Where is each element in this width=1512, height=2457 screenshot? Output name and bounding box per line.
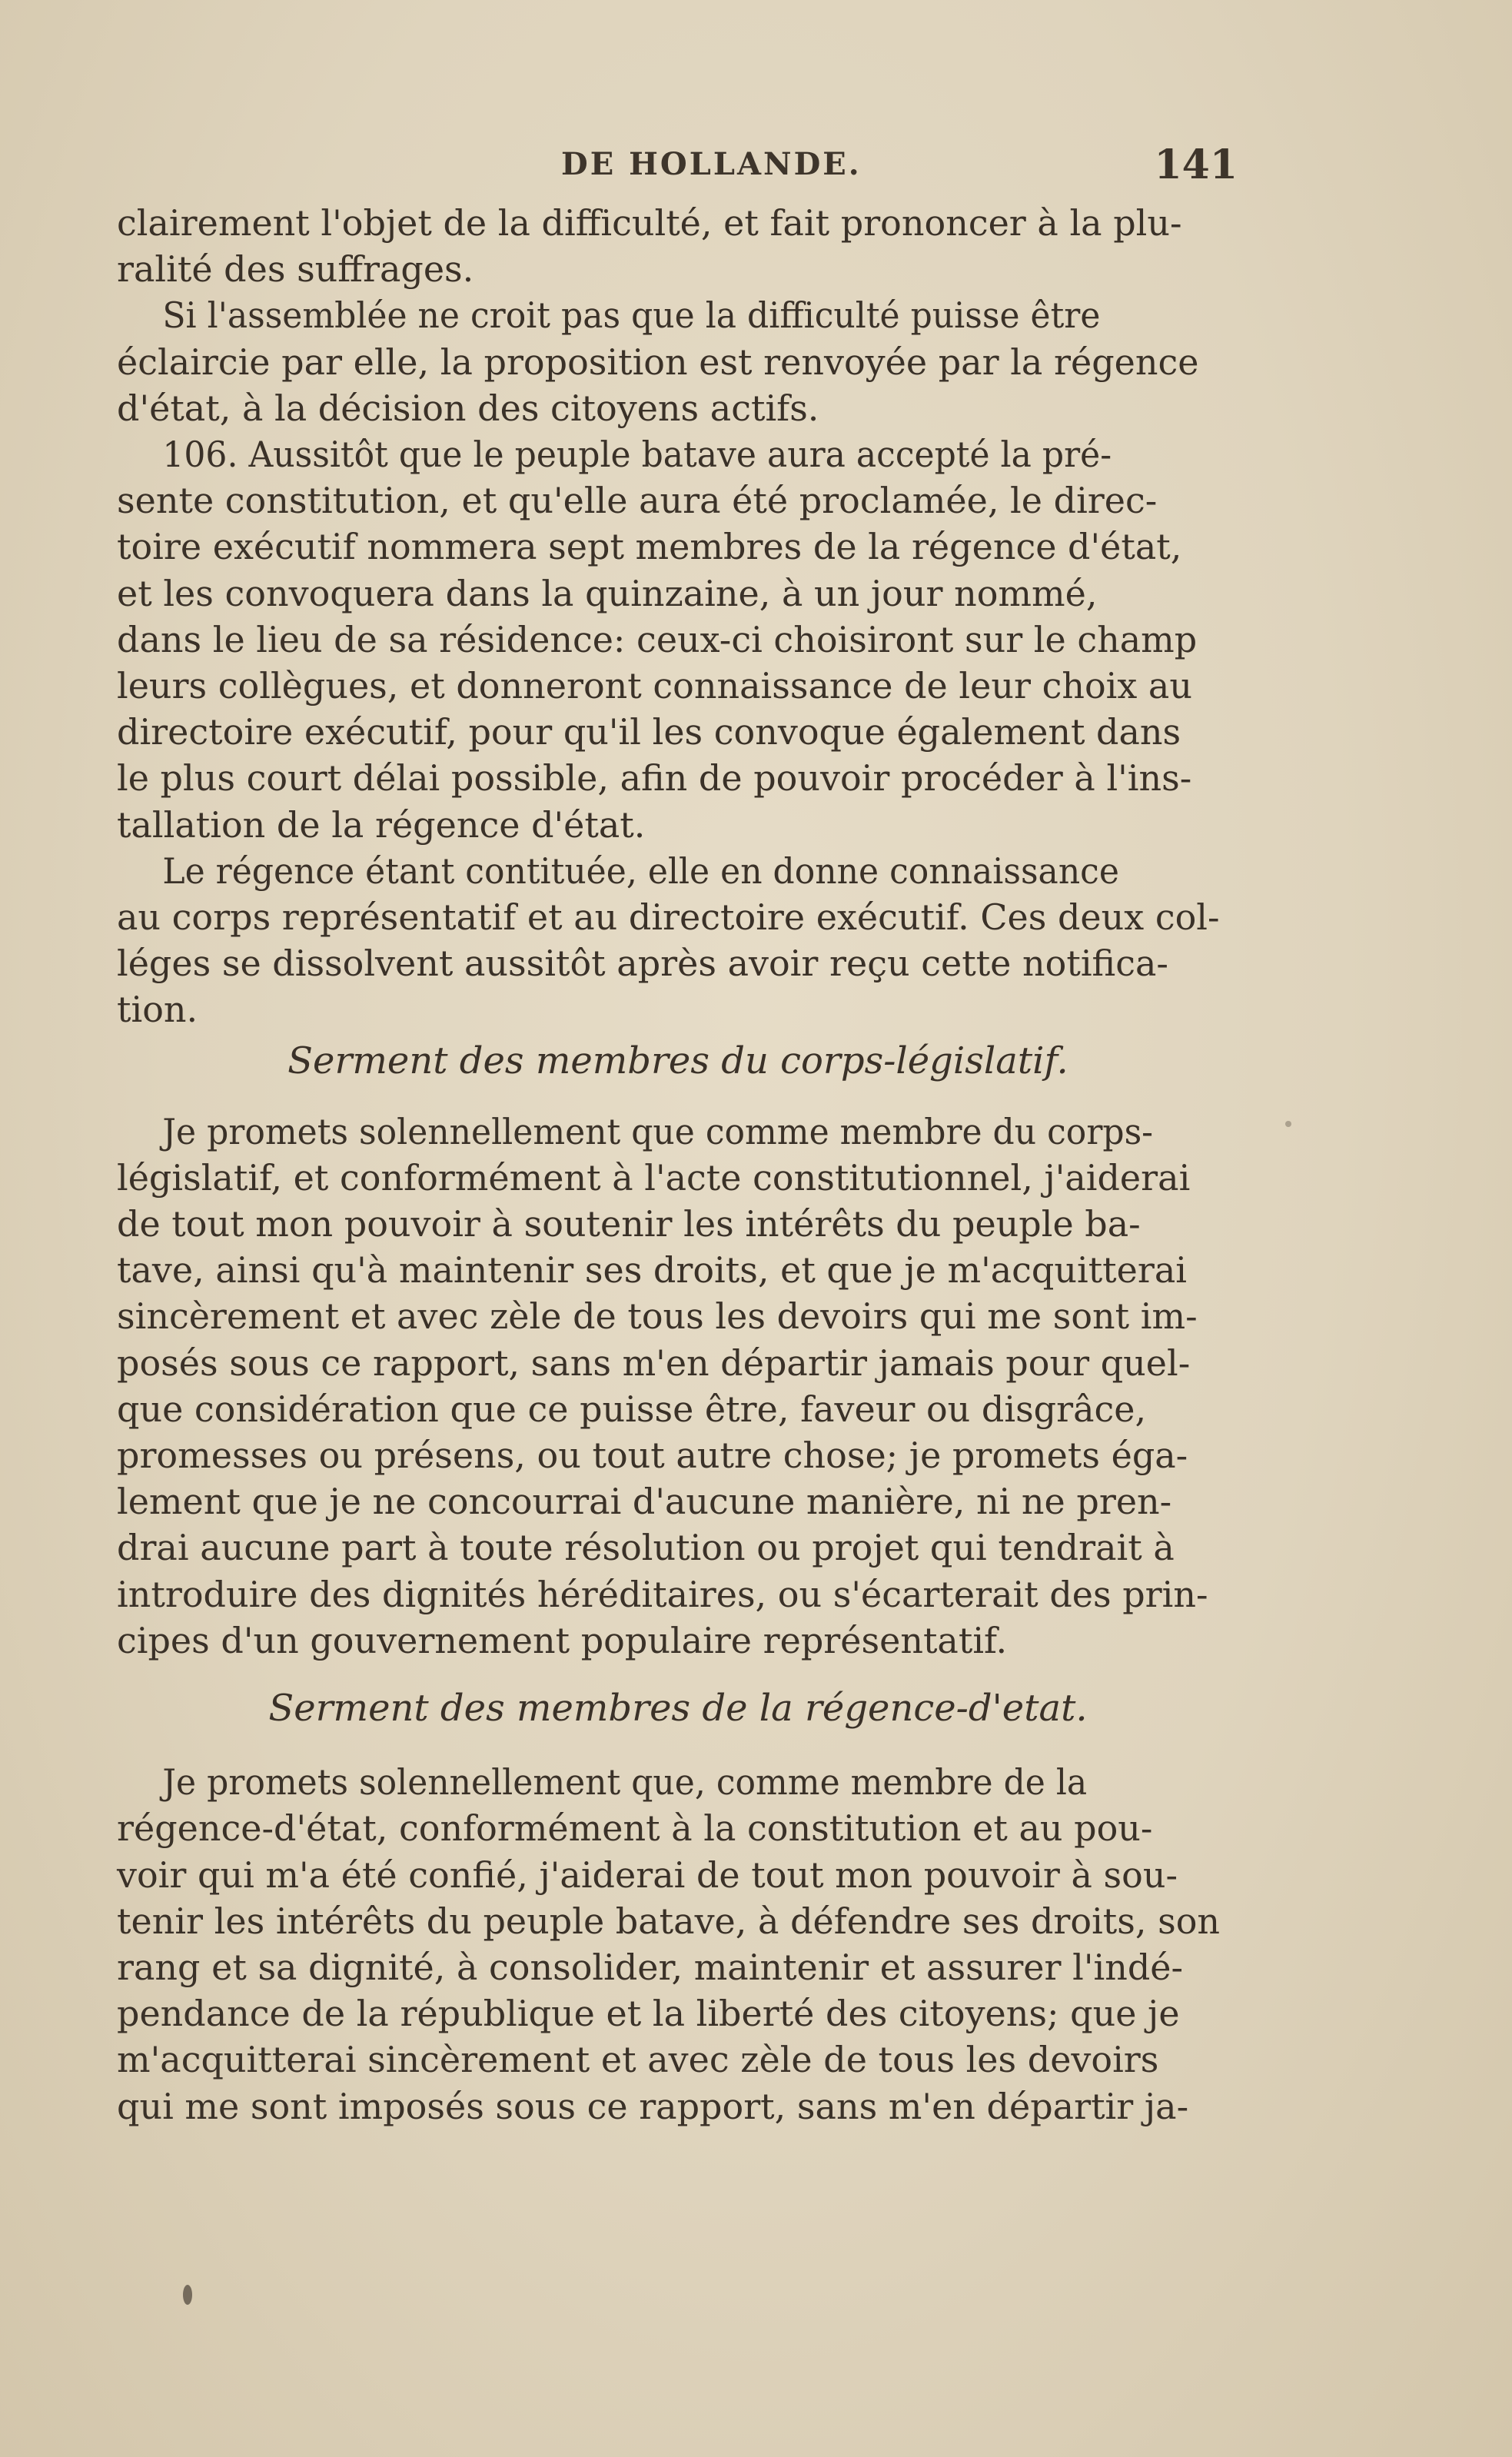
text-line: promesses ou présens, ou tout autre chose; je promets éga-: [117, 1435, 1188, 1477]
text-line: Je promets solennellement que comme membre du corps-: [162, 1110, 1154, 1152]
text-line: tave, ainsi qu'à maintenir ses droits, et que je m'acquitterai: [117, 1249, 1188, 1292]
text-line: qui me sont imposés sous ce rapport, sans m'en départir ja-: [117, 2085, 1189, 2127]
text-line: au corps représentatif et au directoire exécutif. Ces deux col-: [117, 896, 1220, 939]
text-line: tenir les intérêts du peuple batave, à défendre ses droits, son: [117, 1900, 1221, 1942]
text-line: toire exécutif nommera sept membres de la régence d'état,: [117, 526, 1182, 568]
text-line: tallation de la régence d'état.: [117, 803, 646, 846]
text-line: de tout mon pouvoir à soutenir les intérêts du peuple ba-: [117, 1203, 1141, 1245]
text-line: ralité des suffrages.: [117, 248, 474, 291]
page-header: [115, 141, 1238, 192]
oath-regency: [117, 1759, 1239, 2130]
oath-legislature: [117, 1109, 1239, 1664]
ink-fleck: [183, 2285, 192, 2305]
text-line: tion.: [117, 989, 198, 1031]
text-line: voir qui m'a été confié, j'aiderai de tout mon pouvoir à sou-: [117, 1854, 1178, 1896]
text-line: et les convoquera dans la quinzaine, à un jour nommé,: [117, 572, 1098, 614]
text-line: drai aucune part à toute résolution ou projet qui tendrait à: [117, 1527, 1175, 1569]
text-line: lement que je ne concourrai d'aucune manière, ni ne pren-: [117, 1481, 1172, 1523]
text-line: d'état, à la décision des citoyens actifs.: [117, 387, 819, 429]
article-106: [117, 431, 1239, 848]
text-line: le plus court délai possible, afin de pouvoir procéder à l'ins-: [117, 757, 1192, 800]
text-line: leurs collègues, et donneront connaissance de leur choix au: [117, 665, 1192, 707]
text-line: cipes d'un gouvernement populaire représentatif.: [117, 1619, 1008, 1661]
text-line: sincèrement et avec zèle de tous les devoirs qui me sont im-: [117, 1295, 1198, 1338]
text-line: m'acquitterai sincèrement et avec zèle de tous les devoirs: [117, 2039, 1159, 2081]
text-line: que considération que ce puisse être, faveur ou disgrâce,: [117, 1388, 1147, 1430]
running-head: DE HOLLANDE.: [561, 146, 862, 182]
text-line: directoire exécutif, pour qu'il les convoque également dans: [117, 711, 1181, 753]
section-heading-oath-regency: Serment des membres de la régence-d'etat.: [268, 1687, 1088, 1731]
text-line: dans le lieu de sa résidence: ceux-ci choisiront sur le champ: [117, 618, 1198, 660]
text-line: éclaircie par elle, la proposition est renvoyée par la régence: [117, 341, 1199, 383]
ink-fleck: [1285, 1121, 1291, 1127]
text-line: introduire des dignités héréditaires, ou s'écarterait des prin-: [117, 1573, 1208, 1615]
text-line: législatif, et conformément à l'acte constitutionnel, j'aiderai: [117, 1156, 1191, 1199]
paragraph-continuation: [117, 200, 1239, 431]
text-line: posés sous ce rapport, sans m'en départir jamais pour quel-: [117, 1342, 1191, 1384]
text-line: régence-d'état, conformément à la constitution et au pou-: [117, 1807, 1153, 1850]
text-line: rang et sa dignité, à consolider, maintenir et assurer l'indé-: [117, 1946, 1184, 1988]
paragraph-regence: [117, 848, 1239, 1033]
text-line: léges se dissolvent aussitôt après avoir reçu cette notifica-: [117, 943, 1168, 985]
text-line: Je promets solennellement que, comme membre de la: [162, 1761, 1088, 1804]
text-line: 106. Aussitôt que le peuple batave aura accepté la pré-: [162, 434, 1112, 476]
text-line: clairement l'objet de la difficulté, et fait prononcer à la plu-: [117, 202, 1182, 244]
page-number: 141: [1154, 141, 1238, 188]
text-line: pendance de la république et la liberté des citoyens; que je: [117, 1993, 1180, 2035]
text-line: sente constitution, et qu'elle aura été proclamée, le direc-: [117, 480, 1158, 522]
page-body: [117, 200, 1239, 2130]
text-line: Si l'assemblée ne croit pas que la difficulté puisse être: [162, 294, 1101, 337]
section-heading-oath-legislature: Serment des membres du corps-législatif.: [287, 1039, 1068, 1082]
text-line: Le régence étant contituée, elle en donne connaissance: [162, 849, 1119, 892]
